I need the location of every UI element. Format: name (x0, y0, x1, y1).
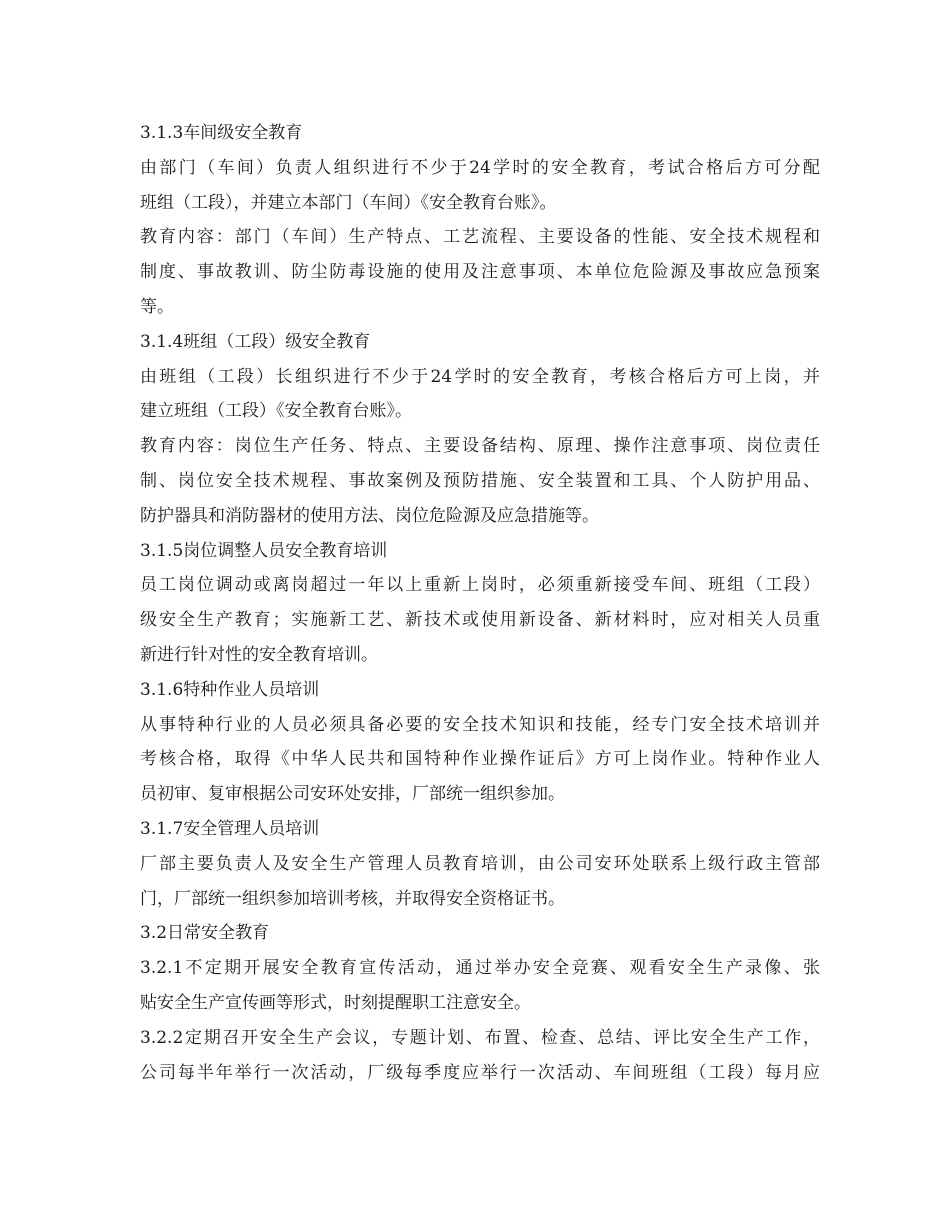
paragraph-line: 制、岗位安全技术规程、事故案例及预防措施、安全装置和工具、个人防护用品、 (140, 470, 820, 491)
paragraph-line: 3.2.2定期召开安全生产会议，专题计划、布置、检查、总结、评比安全生产工作， (140, 1027, 820, 1048)
paragraph-line: 教育内容：部门（车间）生产特点、工艺流程、主要设备的性能、安全技术规程和 (140, 227, 820, 248)
paragraph-line: 教育内容：岗位生产任务、特点、主要设备结构、原理、操作注意事项、岗位责任 (140, 436, 820, 457)
heading-3-2: 3.2日常安全教育 (140, 923, 270, 944)
paragraph-line: 员工岗位调动或离岗超过一年以上重新上岗时，必须重新接受车间、班组（工段） (140, 575, 820, 596)
paragraph-line: 由班组（工段）长组织进行不少于24学时的安全教育，考核合格后方可上岗，并 (140, 366, 820, 387)
paragraph-line: 等。 (140, 296, 174, 317)
paragraph-line: 门，厂部统一组织参加培训考核，并取得安全资格证书。 (140, 888, 565, 909)
heading-3-1-6: 3.1.6特种作业人员培训 (140, 679, 320, 700)
paragraph-line: 级安全生产教育；实施新工艺、新技术或使用新设备、新材料时，应对相关人员重 (140, 610, 820, 631)
paragraph-line: 由部门（车间）负责人组织进行不少于24学时的安全教育，考试合格后方可分配 (140, 157, 820, 178)
paragraph-line: 贴安全生产宣传画等形式，时刻提醒职工注意安全。 (140, 992, 531, 1013)
paragraph-line: 制度、事故教训、防尘防毒设施的使用及注意事项、本单位危险源及事故应急预案 (140, 262, 820, 283)
paragraph-line: 厂部主要负责人及安全生产管理人员教育培训，由公司安环处联系上级行政主管部 (140, 853, 820, 874)
paragraph-line: 建立班组（工段）《安全教育台账》。 (140, 401, 412, 422)
paragraph-line: 新进行针对性的安全教育培训。 (140, 644, 378, 665)
heading-3-1-5: 3.1.5岗位调整人员安全教育培训 (140, 540, 388, 561)
paragraph-line: 3.2.1不定期开展安全教育宣传活动，通过举办安全竞赛、观看安全生产录像、张 (140, 958, 820, 979)
heading-3-1-3: 3.1.3车间级安全教育 (140, 123, 303, 143)
paragraph-line: 班组（工段），并建立本部门（车间）《安全教育台账》。 (140, 192, 557, 213)
document-page (140, 116, 820, 1090)
paragraph-line: 公司每半年举行一次活动，厂级每季度应举行一次活动、车间班组（工段）每月应 (140, 1062, 820, 1083)
heading-3-1-4: 3.1.4班组（工段）级安全教育 (140, 331, 371, 352)
paragraph-line: 防护器具和消防器材的使用方法、岗位危险源及应急措施等。 (140, 505, 599, 526)
paragraph-line: 考核合格，取得《中华人民共和国特种作业操作证后》方可上岗作业。特种作业人 (140, 749, 820, 770)
heading-3-1-7: 3.1.7安全管理人员培训 (140, 818, 320, 839)
paragraph-line: 员初审、复审根据公司安环处安排，厂部统一组织参加。 (140, 784, 565, 805)
paragraph-line: 从事特种行业的人员必须具备必要的安全技术知识和技能，经专门安全技术培训并 (140, 714, 820, 735)
